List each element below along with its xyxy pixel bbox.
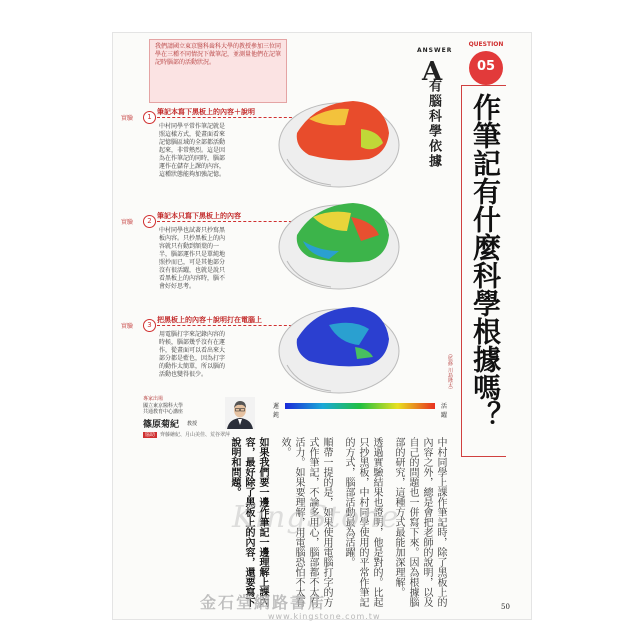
watermark-logo: KingStone bbox=[232, 500, 400, 535]
page-number: 50 bbox=[501, 603, 510, 611]
credit-names: 齊藤繪紀、月山美佳、荒谷翠萍 bbox=[160, 432, 231, 438]
watermark-store-name: 金石堂網路書店 bbox=[200, 593, 327, 612]
experiment-body: 中村同學也試著只抄寫黑板內容。只抄黑板上的內容就只有動到額葉的一半，腦部運作只是單純地照抄而已，可是其他部分沒有很活躍，也就是說只看黑板上的內容時，腦不會好好思考。 bbox=[159, 227, 226, 290]
experiment-body: 中村同學平常作筆記就是照這樣方式，從畫面看來記憶腦區域的全部都活動起來，非常熱烈。這是因為在作筆記的同時，腦部運作在儲存上課的內容，這種狀態能夠加強記憶。 bbox=[159, 123, 226, 178]
intro-box: 我們請國立東京醫科齒科大學的教授參加三位同學在三種不同情況下做筆記，並測量他們在記筆記時腦部的活動狀況。 bbox=[149, 39, 287, 103]
expert-tagline: 專家出場 bbox=[143, 396, 164, 402]
question-badge bbox=[468, 41, 504, 85]
question-word: QUESTION bbox=[468, 41, 504, 48]
question-byline: （監修 川島隆太） bbox=[447, 351, 453, 393]
brain-scan-1 bbox=[269, 89, 409, 189]
experiment-tag: 實驗 bbox=[121, 323, 134, 330]
experiment-number: 2 bbox=[143, 215, 156, 228]
question-number: 05 bbox=[476, 59, 496, 74]
experiment-number: 3 bbox=[143, 319, 156, 332]
experiment-heading: 把黑板上的內容＋說明打在電腦上 bbox=[157, 316, 262, 324]
experiment-heading: 筆記本寫下黑板上的內容＋說明 bbox=[157, 108, 255, 116]
answer-word: ANSWER bbox=[417, 47, 453, 54]
answer-letter: A bbox=[422, 57, 443, 87]
brain-scan-2 bbox=[269, 191, 409, 291]
article-paragraph: 中村同學上課作筆記時，除了黑板上的內容之外，總是會把老師的說明，以及自己的問題也一併寫下來。因為根據腦部的研究，這種方式最能加深理解。 bbox=[393, 437, 446, 607]
watermark-url: www.kingstone.com.tw bbox=[268, 612, 381, 621]
credit-line bbox=[143, 431, 230, 438]
experiment-number: 1 bbox=[143, 111, 156, 124]
legend-low-label: 遲鈍 bbox=[273, 403, 280, 419]
experiment-tag: 實驗 bbox=[121, 219, 134, 226]
brain-scan-3 bbox=[269, 295, 409, 395]
expert-role: 教授 bbox=[187, 421, 198, 427]
article-paragraph: 順帶一提的是，如果使用電腦打字的方式作筆記，不論多用心，腦部都不太有活力。如果要理解，用電腦恐怕不太有效。 bbox=[279, 437, 332, 607]
article-paragraph-emphasis: 如果我們要一邊作筆記一邊理解上課內容，最好除了黑板上的內容，還要寫下說明和問題。 bbox=[229, 437, 268, 607]
expert-name: 篠原菊紀 bbox=[143, 420, 180, 430]
expert-box bbox=[143, 395, 263, 441]
legend-high-label: 活躍 bbox=[441, 403, 448, 419]
experiment-heading: 筆記本只寫下黑板上的內容 bbox=[157, 212, 241, 220]
experiment-tag: 實驗 bbox=[121, 115, 134, 122]
expert-affiliation: 國立東京醫科大學 共通教育中心講座 bbox=[143, 403, 184, 415]
credit-tag: 協助 bbox=[145, 432, 156, 438]
question-title: 作筆記有什麼科學根據嗎？ bbox=[469, 93, 502, 429]
legend-gradient-bar bbox=[285, 403, 435, 409]
answer-title: 有腦科學依據 bbox=[426, 79, 441, 169]
expert-portrait bbox=[225, 397, 255, 429]
experiment-body: 用電腦打字來記錄內容的時候，腦部幾乎沒有在運作，從畫面可以看出來大部分都是藍色，因為打字的動作太簡單，所以腦的活動也變得很少。 bbox=[159, 331, 226, 378]
article-paragraph: 透過實驗結果也證明，他是對的。比起只抄黑板，中村同學使用的平常作筆記的方式，腦部活動最為活躍。 bbox=[343, 437, 382, 607]
